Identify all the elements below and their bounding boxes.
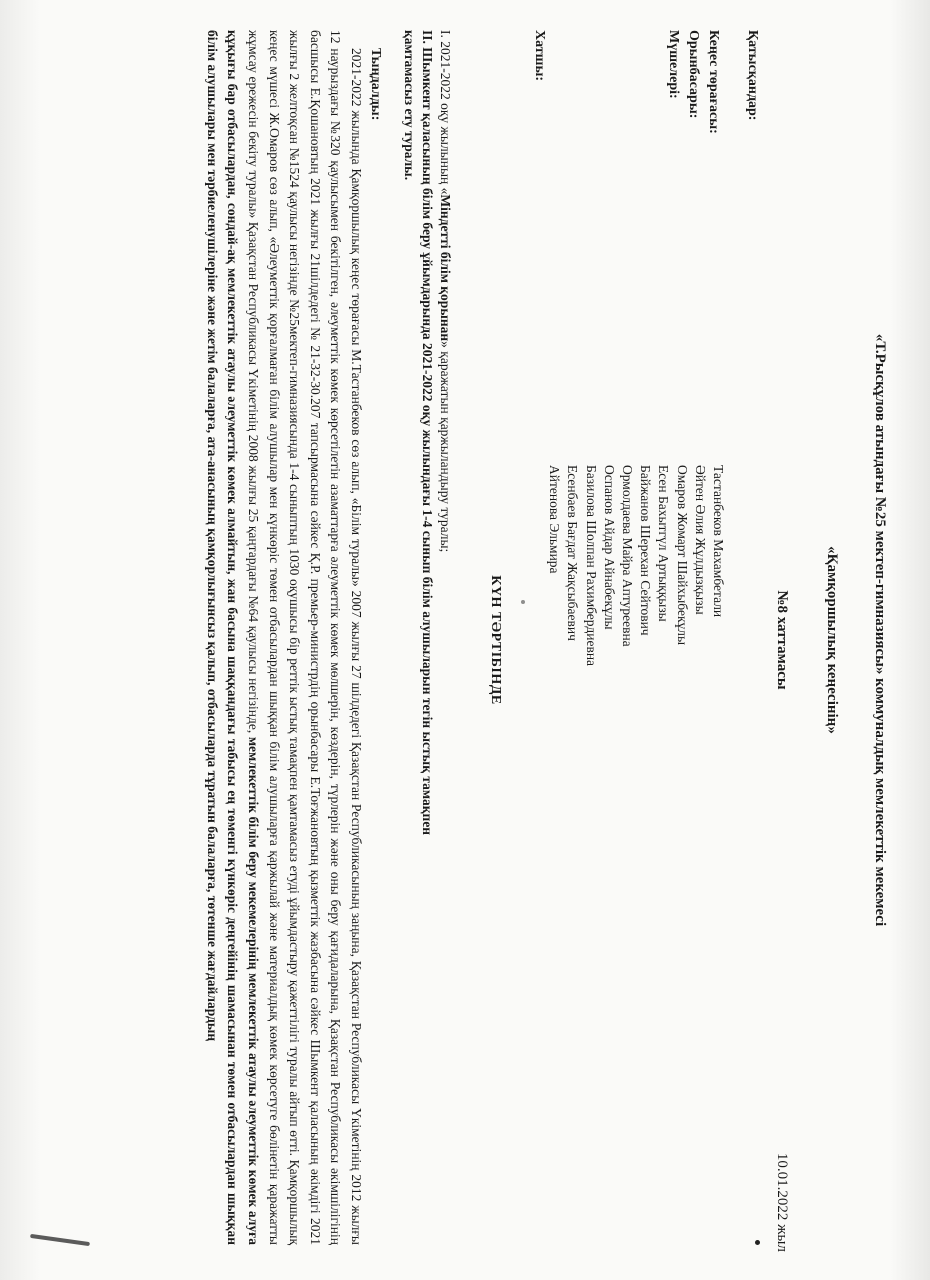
organization-title: «Т.Рысқұлов атындағы №25 мектеп-гимназиясы» коммуналдық мемлекеттік мекемесі xyxy=(872,333,888,927)
participant-name: Оспанов Айдар Айнабекұлы xyxy=(601,465,617,630)
role-chair: Кеңес төрағасы: xyxy=(706,30,721,134)
heard-paragraph xyxy=(201,30,366,1245)
role-members: Мүшелері: xyxy=(666,30,681,99)
participant-name: Әйтен Әлия Жұлдызқызы xyxy=(692,465,708,615)
participant-names xyxy=(545,465,727,666)
ink-dot xyxy=(521,600,525,604)
role-deputy: Орынбасары: xyxy=(686,30,701,119)
agenda-item-1-prefix: I. 2021-2022 оқу жылының « xyxy=(438,30,453,195)
participant-name: Омаров Жомарт Шайхыбекұлы xyxy=(674,465,690,646)
agenda-item-2-cont: қамтамасыз ету туралы. xyxy=(402,30,417,181)
agenda-item-2: II. Шымкент қаласының білім беру ұйымдарында 2021-2022 оқу жылындағы 1-4 сынып білім алушыларын тегін ыстық тамақпен xyxy=(420,30,435,836)
agenda-list xyxy=(400,30,454,1240)
heard-label: Тыңдалды: xyxy=(368,48,383,121)
protocol-number: №8 хаттамасы xyxy=(774,590,790,690)
participant-name: Байжанов Шерехан Сейтович xyxy=(638,465,654,636)
roles-list xyxy=(663,30,723,134)
agenda-item-1-bold: Міндетті білім қорынан xyxy=(438,194,453,342)
participant-name: Есенбаев Бағдат Жақсыбаевич xyxy=(565,465,581,641)
agenda-item-1 xyxy=(436,30,454,1240)
council-title: «Қамқоршылық кеңесінің» xyxy=(824,546,840,734)
participant-name: Есен Бахытгүл Артыққызы xyxy=(656,465,672,622)
document-date: 10.01.2022 жыл xyxy=(774,1152,790,1252)
agenda-item-1-suffix: » қаражатын қаржыландыру туралы; xyxy=(438,341,453,553)
heard-paragraph-bold: мемлекеттік білім беру мекемелерінің мемлекеттік атаулы әлеуметтік көмек алуға құқығы бар отбасылардан, сондай-ақ мемлекеттік атаулы әлеуметтік көмек алмайтын, жан басына шаққандағы табысы ең төменгі күнкөріс деңгейінің шамасынан төмен отбасылардан шыққан білім алушылары мен тәрбиеленушілеріне және жетім балаларға, ата-анасының қамқорлығынсыз қалып, отбасыларда тұратын балаларға, төтенше жағдайлардың xyxy=(204,30,262,1245)
agenda-title: КҮН ТӘРТІБІНДЕ xyxy=(488,575,503,705)
participant-name: Базилова Шолпан Рахимбердиевна xyxy=(583,465,599,667)
participant-name: Ормолдаева Майра Аптуреевна xyxy=(619,465,635,647)
participant-name: Тастанбеков Махамбетали xyxy=(711,465,726,618)
ink-dot xyxy=(755,1240,760,1245)
participant-name: Айтенова Эльмира xyxy=(547,465,563,574)
heard-paragraph-text: 2021-2022 жылында Қамқоршылық кеңес төрағасы М.Тастанбеков сөз алып, «Білім туралы» 2007 жылғы 27 шілдедегі Қазақстан Республикасының заңына, Қазақстан Республикасы Үкіметінің 2012 жылғы 12 наурыздағы №320 қаулысымен бекітілген, әлеуметтік көмек көрсетілетін азаматтарға әлеуметтік көмек мөлшерін, көздерін, түрлерін және оны беру қағидаларына, Қазақстан Республикасы әкімшілігінің басшысы Е.Қошановтың 2021 жылғы 21шілдедегі № 21-32-30.207 тапсырмасына сәйкес Қ.Р. премьер-министрдің орынбасары Е.Тоғжановтың қызметтік жазбасына сәйкес Шымкент қаласының әкімдігі 2021 жылғы 2 желтоқсан №1524 қаулысы негізінде №25мектеп-гимназиясында 1-4 сыныптың 1030 оқушысы бір реттік ыстық тамақпен қамтамасыз етуді ұйымдастыру қажеттілігі туралы айтып өтті. Қамқоршылық кеңес мүшесі Ж.Омаров сөз алып, «Әлеуметтік қорғалмаған білім алушылар мен күнкөріс төмен отбасылардан шыққан білім алушыларға қаржылай және материалдық көмек көрсетуге бөлінетін қаражатты жұмсау ережесін бекіту туралы» Қазақстан Республикасы Үкіметінің 2008 жылғы 25 қаңтардағы №64 қаулысы негізінде, xyxy=(246,30,364,1245)
secretary-label: Хатшы: xyxy=(532,30,547,82)
participants-label: Қатысқандар: xyxy=(745,30,760,121)
